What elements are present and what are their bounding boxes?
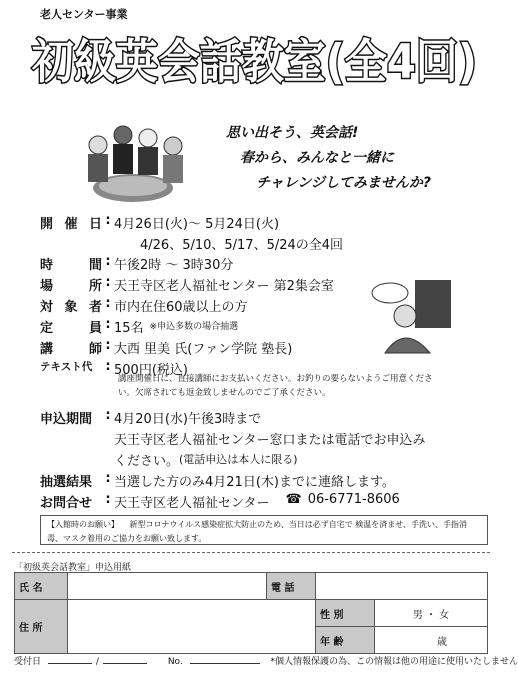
address-label: 住 所	[15, 600, 68, 654]
info-target: 対 象 者 : 市内在住60歳以上の方	[40, 296, 248, 315]
age-field[interactable]: 歳	[375, 627, 488, 654]
gender-options[interactable]: 男 ・ 女	[375, 600, 488, 627]
number-label: No.	[167, 657, 183, 667]
catchphrase	[226, 121, 431, 196]
visit-notice	[40, 515, 488, 545]
info-capacity: 定 員 : 15名 ※申込多数の場合抽選	[40, 317, 239, 336]
privacy-note: *個人情報保護の為、この情報は他の用途に使用いたしません	[270, 657, 518, 667]
address-field[interactable]	[68, 600, 316, 654]
catch-line: 春から、みんなと一緒に	[240, 150, 394, 166]
info-lottery: 抽選結果 : 当選した方のみ4月21日(木)までに連絡します。	[40, 471, 395, 490]
received-label: 受付日	[14, 657, 42, 667]
contact-tel: 06-6771-8606	[307, 492, 400, 507]
phone-icon: ☎	[285, 492, 302, 507]
info-place: 場 所 : 天王寺区老人福祉センター 第2集会室	[40, 275, 334, 294]
name-field[interactable]	[68, 573, 267, 600]
form-title: 「初級英会話教室」申込用紙	[14, 563, 132, 573]
phone-field[interactable]	[316, 573, 488, 600]
cut-line	[12, 552, 490, 553]
notice-text: 新型コロナウイルス感染症拡大防止のため、当日は必ず自宅で 検温を済ませ、手洗い、手指消毒、マスク着用のご協力をお願い致します。	[47, 520, 468, 543]
info-lecturer: 講 師 : 大西 里美 氏(ファン学院 塾長)	[40, 338, 293, 357]
date-sub: 4/26、5/10、5/17、5/24の全4回	[140, 238, 344, 253]
info-time: 時 間 : 午後2時 〜 3時30分	[40, 254, 234, 273]
organization-label: 老人センター事業	[40, 8, 128, 21]
lecturer-illustration	[370, 278, 455, 353]
info-apply: 申込期間 : 4月20日(水)午後3時まで	[40, 408, 262, 427]
info-date: 開 催 日 : 4月26日(火)〜 5月24日(火)	[40, 213, 280, 232]
name-label: 氏 名	[15, 573, 68, 600]
info-textbook: テキスト代 : 500円(税込)	[40, 359, 188, 378]
info-contact: お問合せ : 天王寺区老人福祉センター ☎ 06-6771-8606	[40, 492, 400, 511]
textbook-note: 講座開催日に、直接講師にお支払いください。お釣りの要らないようご用意ください。欠席されても返金致しませんのでご了承ください。	[118, 374, 433, 398]
notice-heading: 【入館時のお願い】	[47, 520, 119, 529]
phone-label: 電 話	[267, 573, 316, 600]
age-label: 年 齢	[316, 627, 375, 654]
apply-line2: 天王寺区老人福祉センター窓口または電話でお申込み	[114, 433, 426, 448]
apply-line3: ください。 (電話申込は本人に限る)	[114, 453, 298, 469]
gender-label: 性 別	[316, 600, 375, 627]
application-form	[14, 572, 488, 654]
form-footer: 受付日 / No. *個人情報保護の為、この情報は他の用途に使用いたしません	[14, 657, 518, 667]
page-title	[30, 28, 480, 90]
people-illustration	[68, 120, 198, 205]
title-text: 初級英会話教室(全4回)	[31, 35, 477, 90]
catch-line: 思い出そう、英会話!	[226, 125, 359, 141]
catch-line: チャレンジしてみませんか?	[256, 175, 432, 191]
date-value: 4月26日(火)〜 5月24日(火)	[114, 217, 280, 232]
